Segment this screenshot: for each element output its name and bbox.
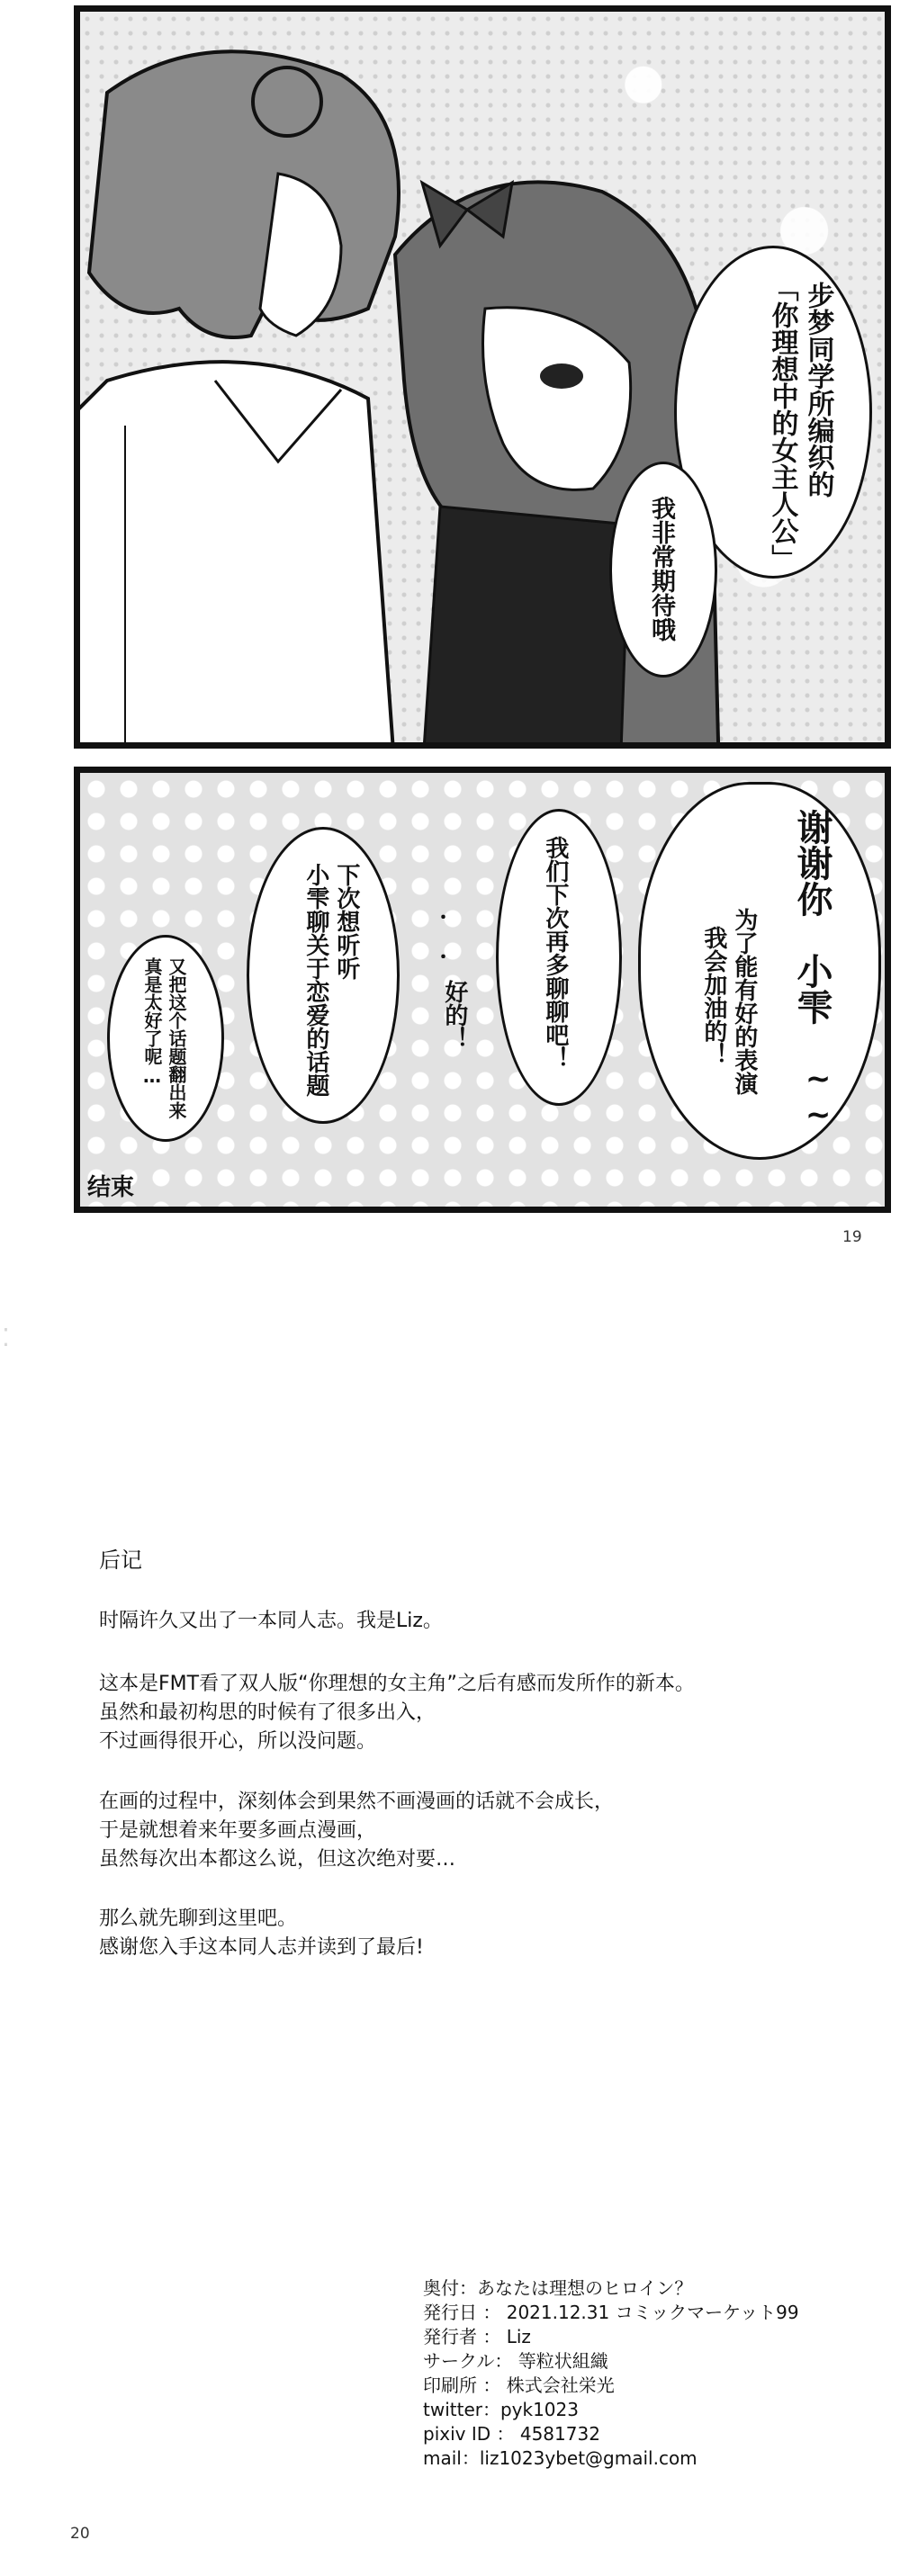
speech-bubble-thanks (638, 782, 881, 1160)
afterword-paragraph-1: 时隔许久又出了一本同人志。我是Liz。 (99, 1610, 443, 1632)
page-number-20: 20 (70, 2525, 90, 2543)
colophon-title: 奥付：あなたは理想のヒロイン？ (423, 2277, 693, 2299)
left-text-line-2: 真是太好了呢… (141, 957, 163, 1087)
bleed-through-mark: ⁚ (2, 1323, 10, 1352)
colophon-mail: mail：liz1023ybet@gmail.com (423, 2447, 698, 2469)
afterword-paragraph-2-line-1: 这本是FMT看了双人版“你理想的女主角”之后有感而发所作的新本。 (99, 1673, 695, 1695)
left-text-line-1: 又把这个话题翻出来 (166, 957, 187, 1119)
manga-page-19 (0, 0, 900, 1287)
page-number-19: 19 (842, 1228, 862, 1246)
afterword-paragraph-3-line-1: 在画的过程中，深刻体会到果然不画漫画的话就不会成长， (99, 1791, 615, 1813)
manga-page-20-afterword (0, 1287, 900, 2576)
thanks-text-tilde: ~~ (800, 1061, 837, 1133)
performance-text-line-2: 我会加油的！ (699, 926, 727, 1066)
manga-panel-bottom (74, 767, 891, 1213)
thanks-text-line-1: 谢谢你 (791, 809, 832, 917)
afterword-paragraph-2-line-2: 虽然和最初构思的时候有了很多出入， (99, 1701, 436, 1724)
colophon-date: 発行日 ： 2021.12.31 コミックマーケット99 (423, 2302, 799, 2323)
afterword-paragraph-2-line-3: 不过画得很开心，所以没问题。 (99, 1730, 377, 1753)
colophon-circle: サークル： 等粒状組織 (423, 2350, 608, 2372)
thanks-text-line-2: 小雫 (791, 953, 832, 1025)
colophon-pixiv: pixiv ID ： 4581732 (423, 2423, 600, 2445)
afterword-paragraph-4-line-1: 那么就先聊到这里吧。 (99, 1907, 298, 1930)
love-topic-text-line-2: 小雫聊关于恋爱的话题 (302, 863, 329, 1097)
speech-text-line-1: 步梦同学所编织的 (802, 282, 834, 498)
colophon-publisher: 発行者 ： Liz (423, 2326, 531, 2347)
afterword-paragraph-3-line-2: 于是就想着来年要多画点漫画， (99, 1819, 377, 1842)
manga-panel-top (74, 5, 891, 749)
chat-later-text: 我们下次再多聊聊吧！ (541, 836, 569, 1070)
afterword-paragraph-4-line-2: 感谢您入手这本同人志并读到了最后! (99, 1936, 424, 1959)
speech-text-line-2: 「你理想中的女主人公」 (766, 274, 798, 571)
speech-text-small: 我非常期待哦 (647, 496, 676, 642)
colophon-twitter: twitter：pyk1023 (423, 2399, 579, 2420)
end-mark: 结束 (87, 1174, 135, 1201)
performance-text-line-1: 为了能有好的表演 (730, 908, 758, 1095)
afterword-title: 后记 (99, 1548, 142, 1573)
surprise-face-mark: ･ ･ (431, 908, 453, 965)
reply-ok-text: 好的！ (440, 980, 468, 1050)
afterword-paragraph-3-line-3: 虽然每次出本都这么说，但这次绝对要… (99, 1848, 456, 1871)
colophon-printer: 印刷所 ： 株式会社栄光 (423, 2374, 615, 2396)
love-topic-text-line-1: 下次想听听 (332, 863, 360, 980)
